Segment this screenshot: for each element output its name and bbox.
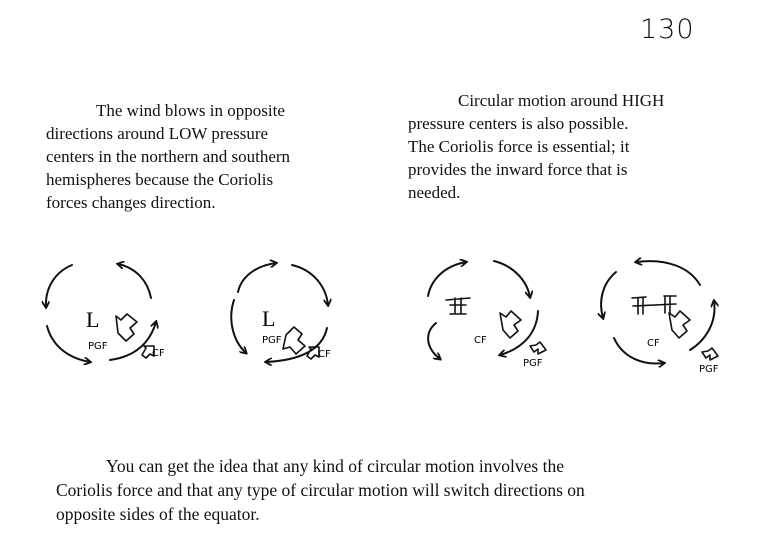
force-label: PGF bbox=[262, 335, 282, 346]
circulation-arrow bbox=[636, 261, 700, 285]
pgf-arrow-icon bbox=[283, 327, 305, 354]
pgf-arrow-icon bbox=[702, 348, 718, 360]
circulation-arrow bbox=[428, 323, 440, 359]
force-label: CF bbox=[318, 349, 331, 360]
circulation-arrow bbox=[47, 326, 90, 362]
low-pressure-diagram-north bbox=[46, 264, 165, 362]
paragraph-line: hemispheres because the Coriolis bbox=[46, 170, 274, 189]
paragraph-line: The Coriolis force is essential; it bbox=[408, 137, 630, 156]
high-pressure-diagram-south bbox=[601, 261, 719, 375]
paragraph-line: Circular motion around HIGH bbox=[458, 91, 665, 110]
circulation-arrow bbox=[601, 272, 616, 318]
circulation-arrow bbox=[118, 264, 151, 298]
paragraph-line: The wind blows in opposite bbox=[96, 101, 285, 120]
paragraph-line: centers in the northern and southern bbox=[46, 147, 291, 166]
force-label: PGF bbox=[523, 358, 543, 369]
circulation-arrow bbox=[231, 300, 246, 353]
center-label: L bbox=[86, 307, 100, 332]
paragraph-line: needed. bbox=[408, 183, 461, 202]
force-label: CF bbox=[152, 348, 165, 359]
circulation-arrow bbox=[292, 265, 328, 305]
paragraph-line: directions around LOW pressure bbox=[46, 124, 269, 143]
paragraph-line: You can get the idea that any kind of circular motion involves the bbox=[106, 456, 564, 476]
circulation-arrow bbox=[494, 261, 530, 297]
force-label: PGF bbox=[88, 341, 108, 352]
paragraph-line: opposite sides of the equator. bbox=[56, 504, 260, 524]
circulation-arrow bbox=[238, 263, 276, 292]
high-pressure-diagram-north bbox=[428, 261, 546, 369]
center-label: L bbox=[262, 306, 276, 331]
force-label: CF bbox=[647, 338, 660, 349]
paragraph-line: provides the inward force that is bbox=[408, 160, 628, 179]
pgf-arrow-icon bbox=[500, 311, 521, 338]
center-label-h bbox=[632, 296, 676, 314]
paragraph-line: pressure centers is also possible. bbox=[408, 114, 629, 133]
summary-paragraph bbox=[56, 454, 585, 526]
low-pressure-diagram-south bbox=[231, 263, 331, 362]
paragraph-line: Coriolis force and that any type of circular motion will switch directions on bbox=[56, 480, 585, 500]
pgf-arrow-icon bbox=[669, 311, 690, 338]
circulation-arrow bbox=[46, 265, 72, 307]
page-number: 130 bbox=[640, 14, 695, 45]
paragraph-line: forces changes direction. bbox=[46, 193, 216, 212]
center-label-h bbox=[446, 298, 470, 314]
force-label: CF bbox=[474, 335, 487, 346]
circulation-arrow bbox=[428, 262, 466, 296]
force-label: PGF bbox=[699, 364, 719, 375]
pgf-arrow-icon bbox=[116, 314, 137, 341]
circulation-arrow bbox=[690, 301, 714, 350]
pgf-arrow-icon bbox=[530, 342, 546, 354]
